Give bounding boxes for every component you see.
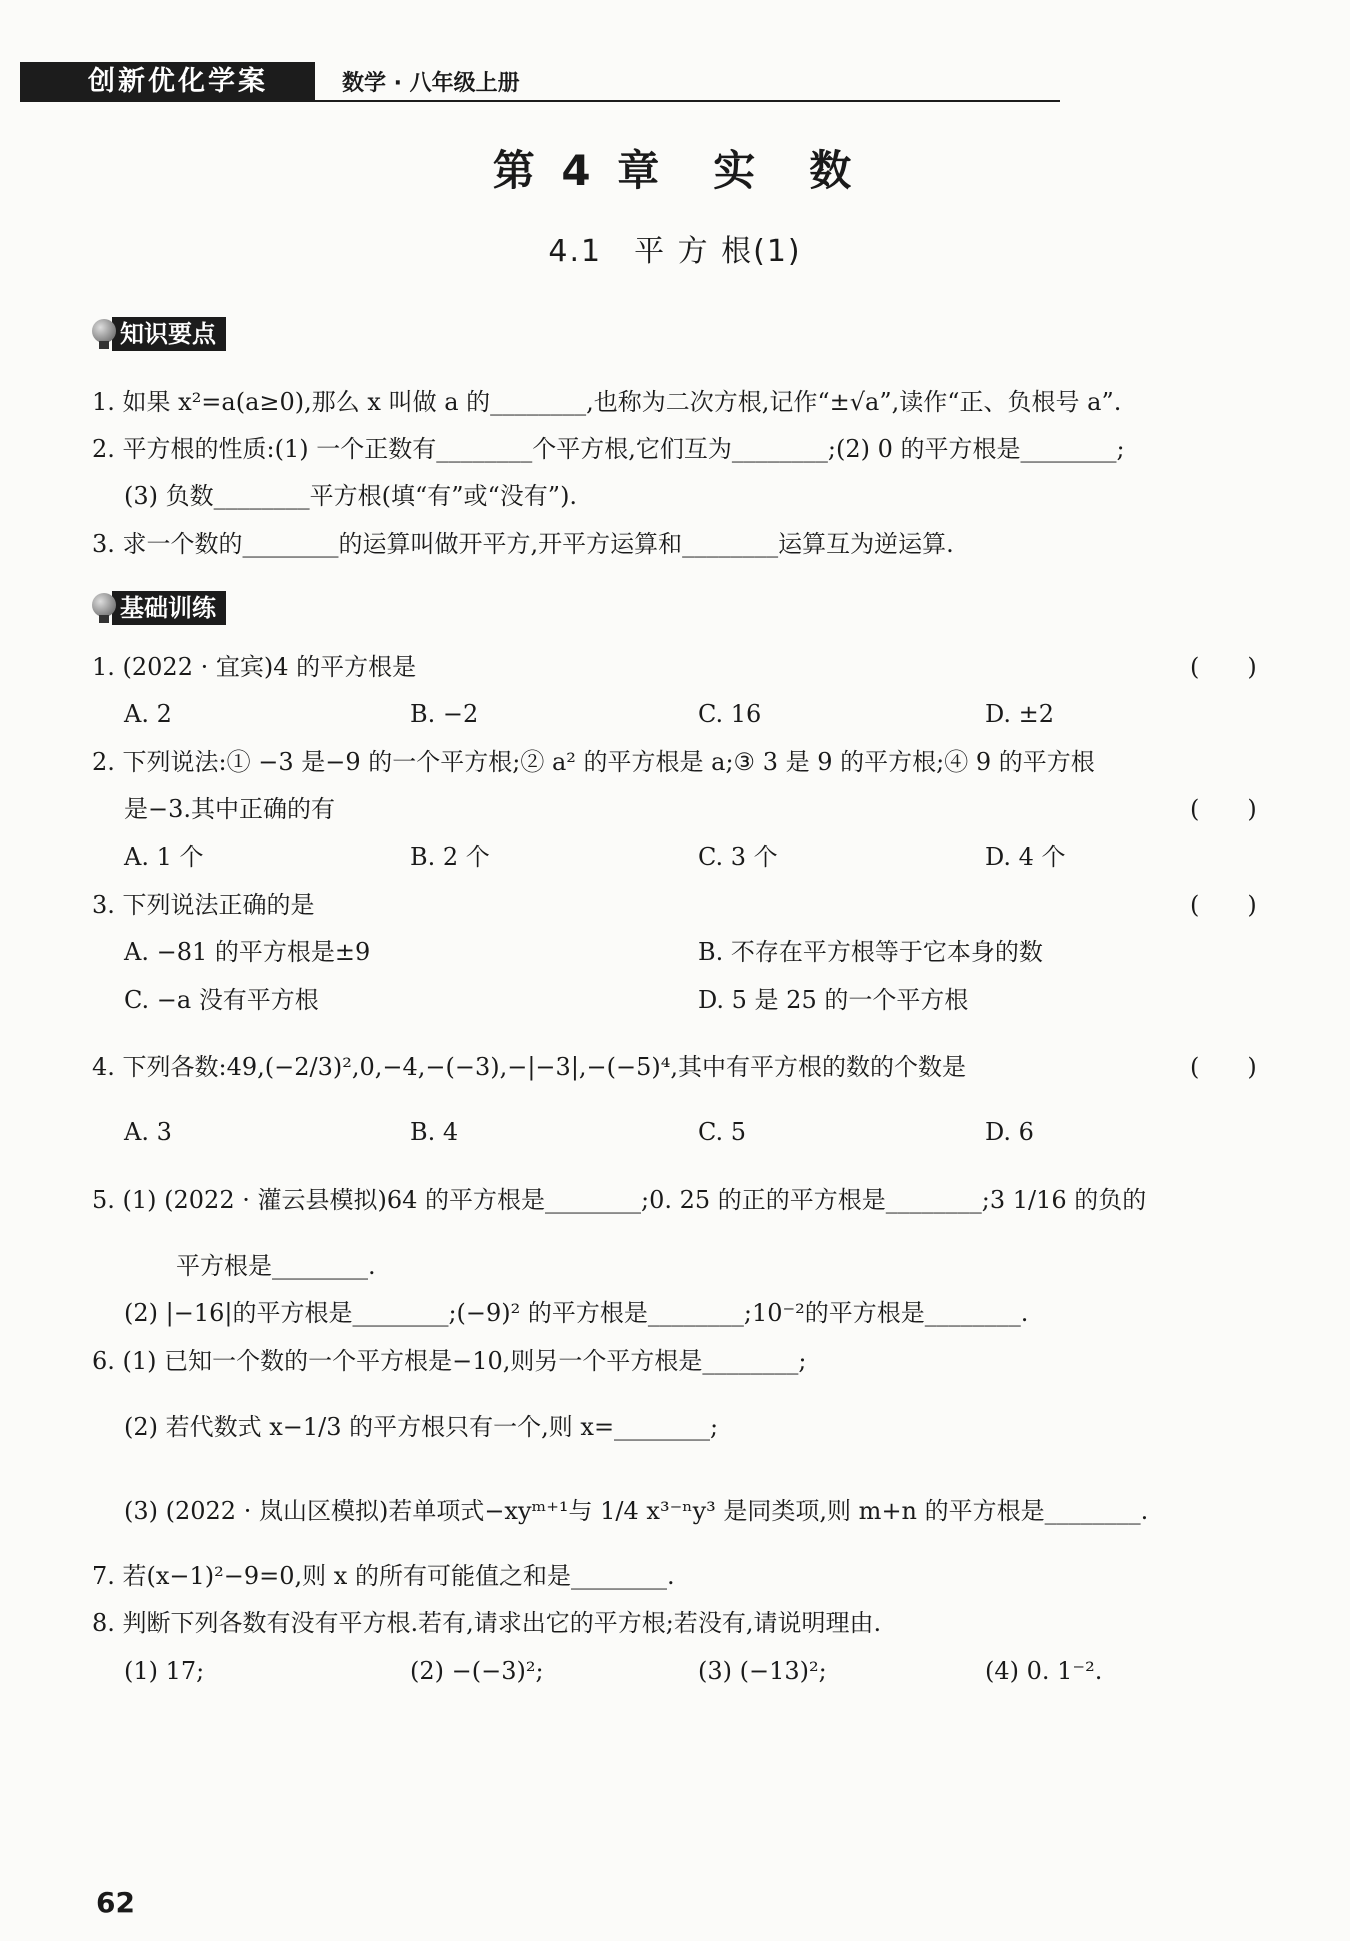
q4-option-d: D. 6	[985, 1118, 1034, 1146]
knowledge-tag	[92, 317, 226, 351]
q8-item-1: (1) 17;	[124, 1657, 205, 1685]
knowledge-line-1: 1. 如果 x²=a(a≥0),那么 x 叫做 a 的________,也称为二次方根,记作“±√a”,读作“正、负根号 a”.	[92, 388, 1122, 416]
answer-paren: ( )	[1190, 891, 1257, 919]
q3-option-d: D. 5 是 25 的一个平方根	[698, 986, 969, 1014]
question-8: 8. 判断下列各数有没有平方根.若有,请求出它的平方根;若没有,请说明理由.	[92, 1609, 882, 1637]
q2-option-a: A. 1 个	[124, 843, 204, 871]
q2-option-d: D. 4 个	[985, 843, 1066, 871]
section-title: 4.1 平 方 根(1)	[548, 234, 802, 269]
q1-option-d: D. ±2	[985, 700, 1055, 728]
question-5-line-2: 平方根是________.	[176, 1252, 376, 1280]
knowledge-line-2: 2. 平方根的性质:(1) 一个正数有________个平方根,它们互为________;(2) 0 的平方根是________;	[92, 435, 1125, 463]
q8-item-2: (2) −(−3)²;	[410, 1657, 544, 1685]
basic-training-tag	[92, 591, 226, 625]
q2-option-b: B. 2 个	[410, 843, 490, 871]
answer-paren: ( )	[1190, 1053, 1257, 1081]
answer-paren: ( )	[1190, 795, 1257, 823]
question-5-line-1: 5. (1) (2022 · 灌云县模拟)64 的平方根是________;0. 25 的正的平方根是________;3 1/16 的负的	[92, 1186, 1147, 1214]
chapter-title: 第 4 章 实 数	[492, 146, 858, 195]
question-7: 7. 若(x−1)²−9=0,则 x 的所有可能值之和是________.	[92, 1562, 675, 1590]
brand-label: 创新优化学案	[20, 62, 315, 102]
q3-option-b: B. 不存在平方根等于它本身的数	[698, 938, 1043, 966]
question-6-line-1: 6. (1) 已知一个数的一个平方根是−10,则另一个平方根是________;	[92, 1347, 807, 1375]
q4-option-c: C. 5	[698, 1118, 747, 1146]
q3-option-a: A. −81 的平方根是±9	[124, 938, 371, 966]
question-3: 3. 下列说法正确的是	[92, 891, 315, 919]
lightbulb-icon	[92, 319, 116, 349]
knowledge-line-3: (3) 负数________平方根(填“有”或“没有”).	[124, 482, 578, 510]
question-6-line-3: (3) (2022 · 岚山区模拟)若单项式−xyᵐ⁺¹与 1/4 x³⁻ⁿy³ 是同类项,则 m+n 的平方根是________.	[124, 1497, 1149, 1525]
q4-option-a: A. 3	[124, 1118, 172, 1146]
q8-item-4: (4) 0. 1⁻².	[985, 1657, 1103, 1685]
question-4: 4. 下列各数:49,(−2/3)²,0,−4,−(−3),−|−3|,−(−5)⁴,其中有平方根的数的个数是	[92, 1053, 966, 1081]
knowledge-tag-label: 知识要点	[112, 317, 226, 351]
answer-paren: ( )	[1190, 653, 1257, 681]
question-2-line-2: 是−3.其中正确的有	[124, 795, 336, 823]
page-number: 62	[96, 1886, 135, 1919]
lightbulb-icon	[92, 593, 116, 623]
q1-option-c: C. 16	[698, 700, 762, 728]
subject-label: 数学 · 八年级上册	[342, 71, 520, 96]
header-rule	[315, 100, 1060, 102]
q3-option-c: C. −a 没有平方根	[124, 986, 319, 1014]
question-5-line-3: (2) |−16|的平方根是________;(−9)² 的平方根是________;10⁻²的平方根是________.	[124, 1299, 1029, 1327]
question-1: 1. (2022 · 宜宾)4 的平方根是	[92, 653, 417, 681]
question-2-line-1: 2. 下列说法:① −3 是−9 的一个平方根;② a² 的平方根是 a;③ 3 是 9 的平方根;④ 9 的平方根	[92, 748, 1095, 776]
question-6-line-2: (2) 若代数式 x−1/3 的平方根只有一个,则 x=________;	[124, 1413, 719, 1441]
q4-option-b: B. 4	[410, 1118, 459, 1146]
q2-option-c: C. 3 个	[698, 843, 778, 871]
q1-option-b: B. −2	[410, 700, 479, 728]
q1-option-a: A. 2	[124, 700, 172, 728]
page-header	[20, 62, 1060, 102]
q8-item-3: (3) (−13)²;	[698, 1657, 827, 1685]
knowledge-line-4: 3. 求一个数的________的运算叫做开平方,开平方运算和________运算互为逆运算.	[92, 530, 954, 558]
basic-training-tag-label: 基础训练	[112, 591, 226, 625]
